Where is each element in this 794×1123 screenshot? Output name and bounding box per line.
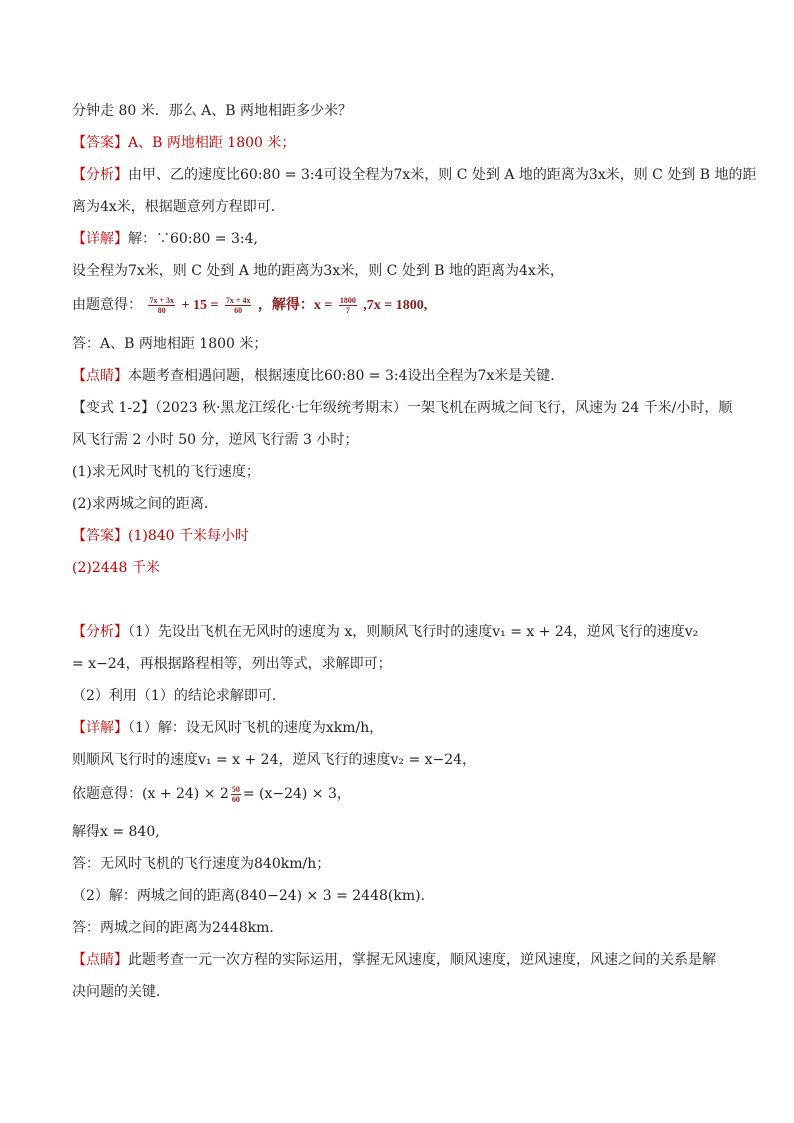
fraction-1: $\frac{7x + 3x}{80}$: [149, 295, 175, 315]
detail-tag-2: 【详解】: [72, 720, 128, 736]
key-point-text: 本题考查相遇问题，根据速度比60:80 = 3:4设出全程为7x米是关键．: [128, 368, 565, 384]
detail-text-2: 设全程为7x米，则 C 处到 A 地的距离为3x米，则 C 处到 B 地的距离为4x米，: [72, 263, 564, 279]
key-point-text-2: 此题考查一元一次方程的实际运用，掌握无风速度，顺风速度，逆风速度，风速之间的关系是解: [128, 952, 716, 968]
answer-tag: 【答案】: [72, 135, 128, 151]
question-2: (2)求两城之间的距离．: [72, 496, 218, 512]
key-point-tag: 【点睛】: [72, 368, 128, 384]
answer-speed: 答：无风时飞机的飞行速度为840km/h；: [72, 856, 331, 872]
answer-1-text: (1)840 千米每小时: [128, 528, 250, 544]
detail-text: 解：∵60:80 = 3:4,: [128, 231, 258, 247]
analysis-text-2-cont: = x−24，再根据路程相等，列出等式，求解即可；: [72, 656, 392, 672]
equation-middle: + 15 =: [181, 298, 219, 313]
fraction-2: $\frac{7x + 4x}{60}$: [225, 295, 251, 315]
equation-result: ,7x = 1800,: [363, 298, 428, 313]
equation-prefix: 由题意得：: [72, 297, 142, 313]
answer-2-text: (2)2448 千米: [72, 560, 160, 576]
key-point-text-2-cont: 决问题的关键．: [72, 984, 170, 1000]
analysis-text: 由甲、乙的速度比60:80 = 3:4可设全程为7x米，则 C 处到 A 地的距离为3x米，则 C 处到 B 地的距: [128, 167, 757, 183]
detail-tag: 【详解】: [72, 231, 128, 247]
distance-calc: （2）解：两城之间的距离(840−24) × 3 = 2448(km)．: [72, 888, 435, 904]
analysis-text-cont: 离为4x米，根据题意列方程即可．: [72, 199, 285, 215]
problem-text: 分钟走 80 米．那么 A、B 两地相距多少米？: [72, 103, 353, 119]
fraction-3: $\frac{1800}{7}$: [339, 295, 356, 315]
equation-2-prefix: 依题意得：(x + 24) × 2: [72, 786, 229, 802]
equation-2-post: = (x−24) × 3，: [242, 786, 351, 802]
equation-line: [72, 295, 734, 316]
analysis-tag: 【分析】: [72, 167, 128, 183]
solution-x: 解得x = 840,: [72, 824, 160, 840]
equation-solve: ，解得：x =: [257, 298, 333, 313]
analysis-tag-2: 【分析】: [72, 624, 128, 640]
answer-line-2: [72, 526, 734, 546]
key-point-line-2: [72, 950, 734, 970]
analysis-text-2: （1）先设出飞机在无风时的速度为 x，则顺风飞行时的速度v₁ = x + 24，逆风飞行的速度v₂: [128, 624, 699, 640]
analysis-text-2-part2: （2）利用（1）的结论求解即可．: [72, 688, 286, 704]
variant-title: 【变式 1-2】（2023 秋·黑龙江绥化·七年级统考期末）一架飞机在两城之间飞行，风速为 24 千米/小时，顺: [72, 400, 733, 416]
variant-text-cont: 风飞行需 2 小时 50 分，逆风飞行需 3 小时；: [72, 432, 359, 448]
answer-line: [72, 133, 734, 153]
detail-text-2b: 则顺风飞行时的速度v₁ = x + 24，逆风飞行的速度v₂ = x−24，: [72, 752, 477, 768]
key-point-line: [72, 366, 734, 386]
answer-distance: 答：两城之间的距离为2448km．: [72, 920, 284, 936]
analysis-line-2: [72, 622, 734, 642]
analysis-line: [72, 165, 757, 185]
detail-line-2: [72, 718, 734, 738]
key-point-tag-2: 【点睛】: [72, 952, 128, 968]
answer-text: A、B 两地相距 1800 米；: [128, 135, 296, 151]
fraction-4: $\frac{50}{60}$: [231, 784, 240, 804]
answer-tag-2: 【答案】: [72, 528, 128, 544]
conclusion-text: 答：A、B 两地相距 1800 米；: [72, 336, 268, 352]
detail-text-2a: （1）解：设无风时飞机的速度为xkm/h，: [128, 720, 384, 736]
detail-line: [72, 229, 734, 249]
question-1: (1)求无风时飞机的飞行速度；: [72, 464, 260, 480]
equation-line-2: [72, 784, 734, 804]
